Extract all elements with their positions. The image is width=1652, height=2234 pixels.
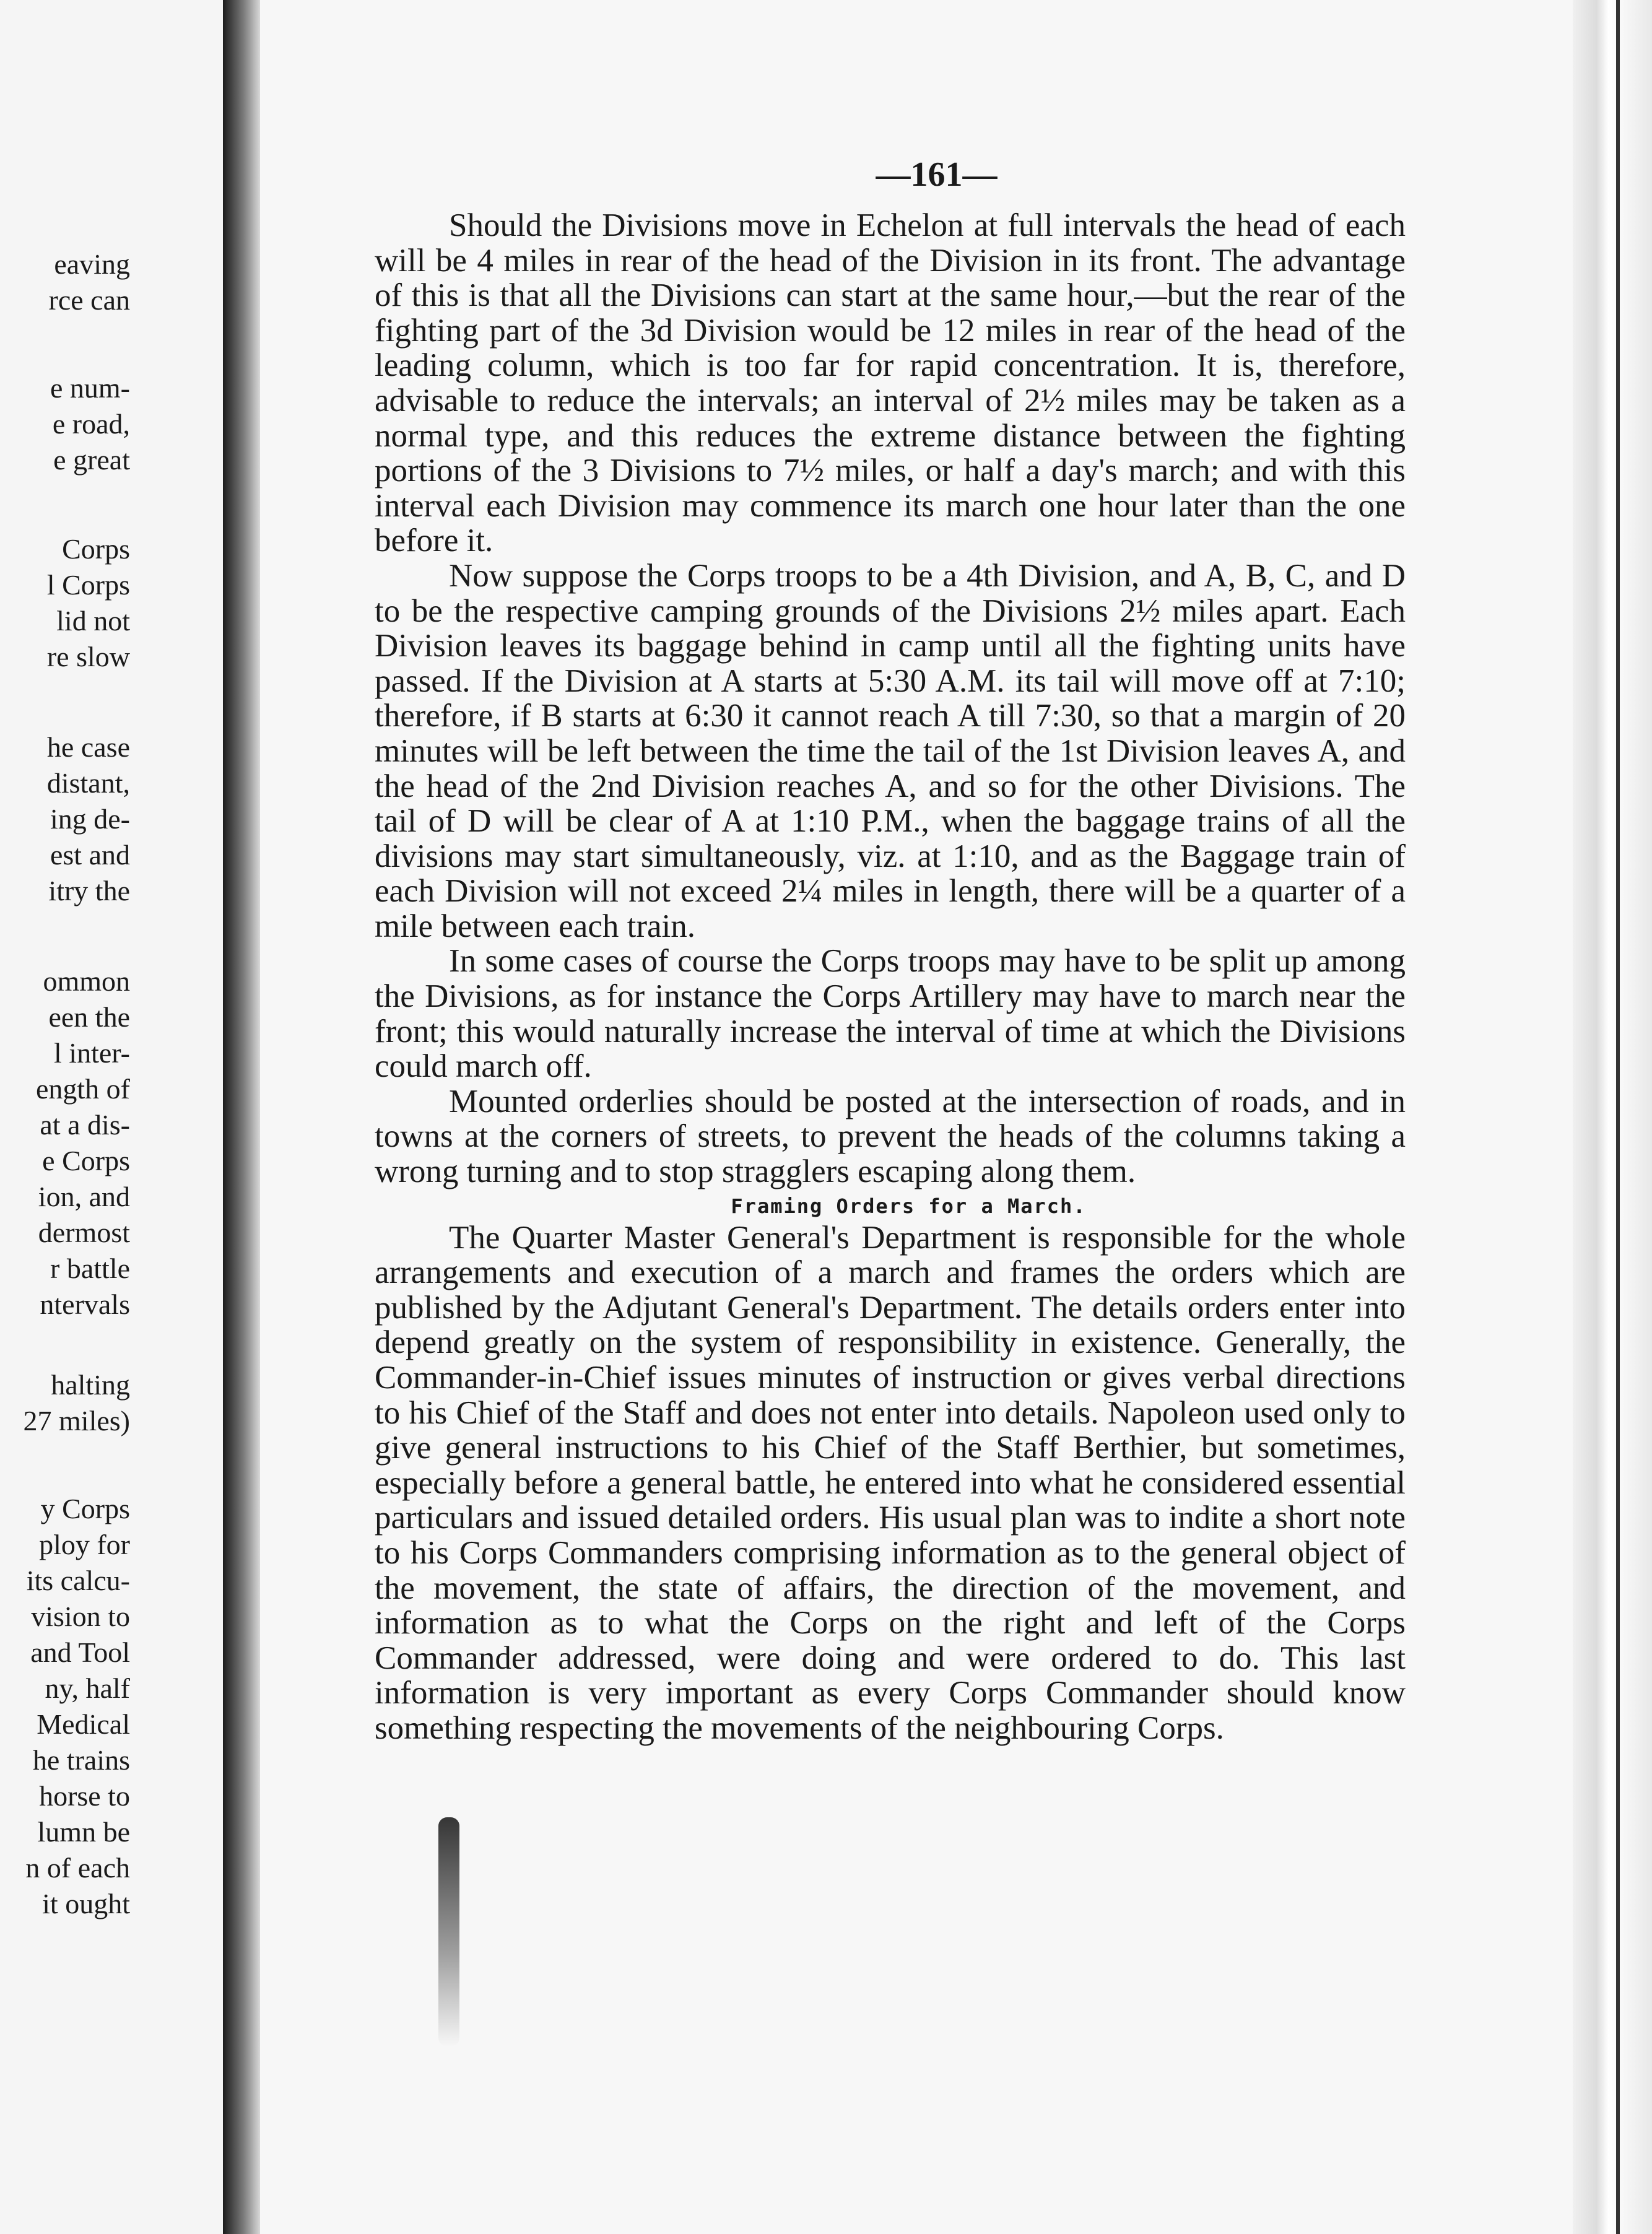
facing-page-line: l inter- <box>54 1037 130 1069</box>
facing-page-line: halting <box>51 1369 130 1401</box>
paragraph-corps-troops: Now suppose the Corps troops to be a 4th Division, and A, B, C, and D to be the respective camping grounds of the Divisions 2½ miles apart. Each Division leaves its baggage behind in camp until all the fighting units have passed. If the Division at A starts at 5:30 A.M. its tail will move off at 7:10; therefore, if B starts at 6:30 it cannot reach A till 7:30, so that a margin of 20 minutes will be left between the time the tail of the 1st Division leaves A, and the head of the 2nd Division reaches A, and so for the other Divisions. The tail of D will be clear of A at 1:10 P.M., when the baggage trains of all the divisions may start simultaneously, viz. at 1:10, and as the Baggage train of each Division will not exceed 2¼ miles in length, there will be a quarter of a mile between each train. <box>375 557 1406 944</box>
page-edge <box>1573 0 1652 2234</box>
facing-page <box>0 0 223 2234</box>
facing-page-line: Medical <box>37 1708 130 1740</box>
facing-page-line: at a dis- <box>40 1109 130 1141</box>
facing-page-line: dermost <box>38 1217 130 1248</box>
paragraph-orderlies: Mounted orderlies should be posted at the intersection of roads, and in towns at the corners of streets, to prevent the heads of the columns taking a wrong turning and to stop stragglers escaping along them. <box>375 1083 1406 1190</box>
facing-page-line: ing de- <box>50 803 130 835</box>
book-gutter <box>223 0 260 2234</box>
facing-page-line: e Corps <box>42 1145 130 1176</box>
facing-page-line: y Corps <box>40 1493 130 1524</box>
facing-page-line: horse to <box>39 1780 130 1812</box>
facing-page-line: ploy for <box>39 1529 130 1560</box>
facing-page-line: lumn be <box>37 1816 130 1848</box>
facing-page-line: eaving <box>54 248 130 280</box>
facing-page-line: e great <box>53 444 130 476</box>
paragraph-split-corps: In some cases of course the Corps troops may have to be split up among the Divisions, as for instance the Corps Artillery may have to march near the front; this would naturally increase the interval of time at which the Divisions could march off. <box>375 943 1406 1085</box>
paragraph-echelon: Should the Divisions move in Echelon at full intervals the head of each will be 4 miles in rear of the head of the Division in its front. The advantage of this is that all the Divisions can start at the same hour,—but the rear of the fighting part of the 3d Division would be 12 miles in rear of the head of the leading column, which is too far for rapid concentration. It is, therefore, advisable to reduce the intervals; an interval of 2½ miles may be taken as a normal type, and this reduces the extreme distance between the fighting portions of the 3 Divisions to 7½ miles, or half a day's march; and with this interval each Division may commence its march one hour later than the one before it. <box>375 207 1406 559</box>
facing-page-line: Corps <box>62 533 130 565</box>
facing-page-line: ion, and <box>38 1181 130 1212</box>
facing-page-line: lid not <box>56 605 130 637</box>
facing-page-line: vision to <box>31 1601 130 1632</box>
page-edge-line <box>1616 0 1620 2234</box>
facing-page-line: ntervals <box>40 1289 130 1320</box>
facing-page-line: re slow <box>46 641 130 672</box>
facing-page-line: 27 miles) <box>23 1405 130 1436</box>
page-number: —161— <box>876 155 998 194</box>
facing-page-line: n of each <box>25 1852 130 1884</box>
facing-page-line: he case <box>46 731 130 763</box>
facing-page-line: ommon <box>43 965 130 997</box>
section-heading: Framing Orders for a March. <box>731 1194 1087 1218</box>
page-content <box>375 155 1406 1746</box>
facing-page-line: and Tool <box>30 1636 130 1668</box>
facing-page-line: ength of <box>35 1073 130 1105</box>
facing-page-line: ny, half <box>45 1672 130 1704</box>
ink-smudge <box>438 1817 459 2046</box>
facing-page-line: est and <box>50 839 130 871</box>
facing-page-line: distant, <box>46 767 130 799</box>
facing-page-line: e num- <box>50 372 130 404</box>
facing-page-line: itry the <box>48 875 130 906</box>
paragraph-framing-orders: The Quarter Master General's Department is responsible for the whole arrangements and execution of a march and frames the orders which are published by the Adjutant General's Department. The details orders enter into depend greatly on the system of responsibility in existence. Generally, the Commander-in-Chief issues minutes of instruction or gives verbal directions to his Chief of the Staff and does not enter into details. Napoleon used only to give general instructions to his Chief of the Staff Berthier, but sometimes, especially before a general battle, he entered into what he considered essential particulars and issued detailed orders. His usual plan was to indite a short note to his Corps Commanders comprising information as to the general object of the movement, the state of affairs, the direction of the movement, and information as to what the Corps on the right and left of the Corps Commander addressed, were doing and were ordered to do. This last information is very important as every Corps Commander should know something respecting the movements of the neighbouring Corps. <box>375 1219 1406 1746</box>
facing-page-line: its calcu- <box>26 1565 130 1596</box>
facing-page-line: it ought <box>42 1888 130 1919</box>
facing-page-line: l Corps <box>46 569 130 601</box>
facing-page-line: e road, <box>52 408 130 440</box>
facing-page-line: rce can <box>48 284 130 316</box>
facing-page-line: he trains <box>32 1744 130 1776</box>
facing-page-line: r battle <box>50 1253 130 1284</box>
facing-page-line: een the <box>48 1001 130 1033</box>
